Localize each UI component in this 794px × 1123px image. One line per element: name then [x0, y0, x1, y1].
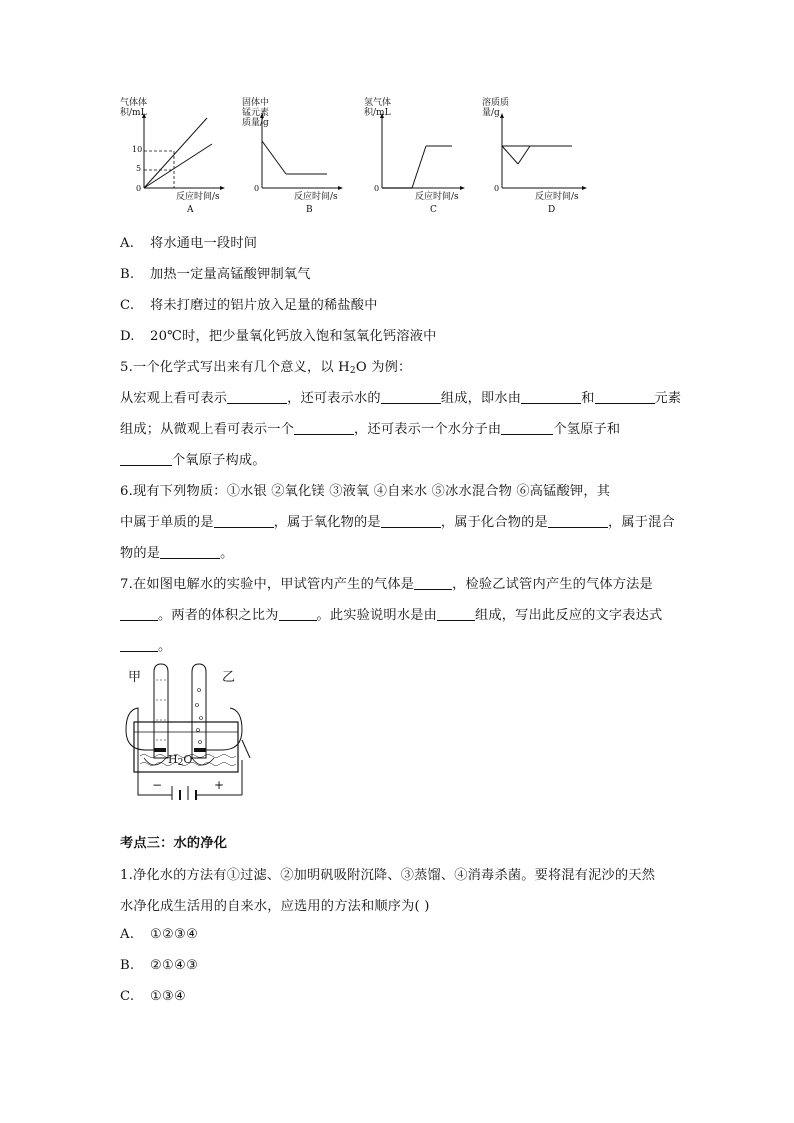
q5-intro-end: O 为例： — [355, 360, 412, 375]
q6-text: 物的是 — [120, 546, 161, 561]
q7-text: 组成，写出此反应的文字表达式 — [475, 608, 663, 623]
option-letter: C. — [120, 989, 135, 1004]
graph-d-xlabel: 反应时间/s — [535, 192, 579, 202]
q5-line-4 — [120, 449, 266, 468]
q4-option-c — [120, 294, 378, 313]
q7-line-2 — [120, 604, 662, 623]
q6-text: ，属于混合 — [607, 515, 675, 530]
q4-option-a — [120, 232, 257, 251]
graph-b — [232, 96, 352, 221]
option-letter: A. — [120, 927, 135, 942]
q6-text: ，属于氧化物的是 — [273, 515, 381, 530]
graph-c-origin: 0 — [374, 184, 380, 193]
graphs-strip — [112, 96, 592, 221]
answer-blank[interactable] — [595, 390, 655, 404]
q5-text: 元素 — [654, 391, 682, 406]
graph-c — [352, 96, 472, 221]
option-letter: C. — [120, 298, 135, 313]
q5-intro: 5.一个化学式写出来有几个意义，以 H — [120, 360, 350, 375]
option-text: ②①④③ — [150, 958, 199, 973]
q6-line-2 — [120, 511, 675, 530]
q1-option-a — [120, 927, 198, 942]
option-text: 加热一定量高锰酸钾制氧气 — [150, 267, 311, 282]
graph-d-letter: D — [548, 205, 556, 215]
answer-blank[interactable] — [120, 607, 158, 621]
answer-blank[interactable] — [120, 638, 158, 652]
graph-b-letter: B — [306, 205, 313, 215]
q7-line-1 — [120, 573, 653, 592]
q5-text: 从宏观上看可表示 — [120, 391, 228, 406]
q7-text: ，检验乙试管内产生的气体方法是 — [452, 577, 653, 592]
graph-a-tick-5: 5 — [136, 164, 142, 173]
q5-text: ，还可表示一个水分子由 — [354, 422, 502, 437]
q4-option-d — [120, 325, 437, 344]
graph-d-origin: 0 — [494, 184, 500, 193]
option-letter: B. — [120, 958, 135, 973]
formula-sub: 2 — [177, 758, 184, 768]
q6-text: 中属于单质的是 — [120, 515, 214, 530]
q5-line-2 — [120, 387, 681, 406]
q5-intro-subscript: 2 — [349, 366, 356, 376]
q5-text: 组成，即水由 — [440, 391, 522, 406]
q6-text: 。 — [220, 546, 234, 561]
option-text: 将水通电一段时间 — [150, 236, 258, 251]
graph-b-xlabel: 反应时间/s — [294, 192, 338, 202]
q4-option-b — [120, 263, 311, 282]
q1-line-2: 水净化成生活用的自来水，应选用的方法和顺序为( ) — [120, 899, 430, 914]
answer-blank[interactable] — [414, 576, 452, 590]
option-letter: A. — [120, 236, 135, 251]
answer-blank[interactable] — [279, 607, 317, 621]
graph-c-xlabel: 反应时间/s — [415, 192, 459, 202]
q5-text: 个氢原子和 — [553, 422, 621, 437]
answer-blank[interactable] — [160, 545, 220, 559]
option-text: 20℃时，把少量氧化钙放入饱和氢氧化钙溶液中 — [150, 329, 437, 344]
formula-o: O — [183, 753, 193, 766]
answer-blank[interactable] — [381, 514, 441, 528]
q6-text: ，属于化合物的是 — [440, 515, 548, 530]
q7-line-3 — [120, 635, 171, 654]
q7-text: 。 — [158, 639, 172, 654]
water-formula — [168, 753, 192, 768]
graph-c-ylabel: 氢气体积/mL — [364, 98, 392, 118]
option-text: ①②③④ — [150, 927, 199, 942]
q5-line-1 — [120, 356, 411, 376]
q5-line-3 — [120, 418, 620, 437]
q7-text: 。两者的体积之比为 — [158, 608, 279, 623]
graph-a-letter: A — [187, 205, 194, 215]
answer-blank[interactable] — [294, 421, 354, 435]
graph-d — [472, 96, 592, 221]
formula-h: H — [168, 753, 178, 766]
q6-line-1: 6.现有下列物质：①水银 ②氧化镁 ③液氧 ④自来水 ⑤冰水混合物 ⑥高锰酸钾，其 — [120, 484, 611, 499]
answer-blank[interactable] — [120, 452, 172, 466]
graph-a — [112, 96, 232, 221]
option-text: ①③④ — [150, 989, 187, 1004]
answer-blank[interactable] — [548, 514, 608, 528]
q5-text: 组成；从微观上看可表示一个 — [120, 422, 295, 437]
option-letter: B. — [120, 267, 135, 282]
graph-d-ylabel: 溶质质量/g — [482, 98, 510, 118]
graph-a-xlabel: 反应时间/s — [176, 192, 220, 202]
option-letter: D. — [120, 329, 135, 344]
q5-text: 个氧原子构成。 — [172, 453, 266, 468]
graph-a-tick-0: 0 — [136, 184, 142, 193]
q1-line-1: 1.净化水的方法有①过滤、②加明矾吸附沉降、③蒸馏、④消毒杀菌。要将混有泥沙的天然 — [120, 868, 656, 883]
q5-text: 和 — [581, 391, 595, 406]
graph-a-ylabel: 气体体积/mL — [120, 98, 148, 118]
negative-terminal: − — [152, 778, 163, 792]
electrolysis-apparatus — [118, 660, 258, 800]
tube-left-label: 甲 — [128, 670, 142, 685]
answer-blank[interactable] — [501, 421, 553, 435]
tube-right-label: 乙 — [222, 670, 236, 685]
q1-option-c — [120, 989, 186, 1004]
answer-blank[interactable] — [227, 390, 287, 404]
graph-b-origin: 0 — [254, 184, 260, 193]
q6-line-3 — [120, 542, 234, 561]
q7-text: 7.在如图电解水的实验中，甲试管内产生的气体是 — [120, 577, 415, 592]
answer-blank[interactable] — [214, 514, 274, 528]
positive-terminal: + — [214, 778, 225, 792]
section-title: 考点三：水的净化 — [120, 836, 228, 851]
option-text: 将未打磨过的铝片放入足量的稀盐酸中 — [150, 298, 378, 313]
q7-text: 。此实验说明水是由 — [316, 608, 437, 623]
answer-blank[interactable] — [437, 607, 475, 621]
graph-c-letter: C — [430, 205, 437, 215]
answer-blank[interactable] — [381, 390, 441, 404]
graph-a-tick-10: 10 — [132, 145, 143, 154]
graph-b-ylabel: 固体中锰元素质量/g — [242, 98, 270, 128]
answer-blank[interactable] — [521, 390, 581, 404]
q5-text: ，还可表示水的 — [287, 391, 381, 406]
q1-option-b — [120, 958, 198, 973]
